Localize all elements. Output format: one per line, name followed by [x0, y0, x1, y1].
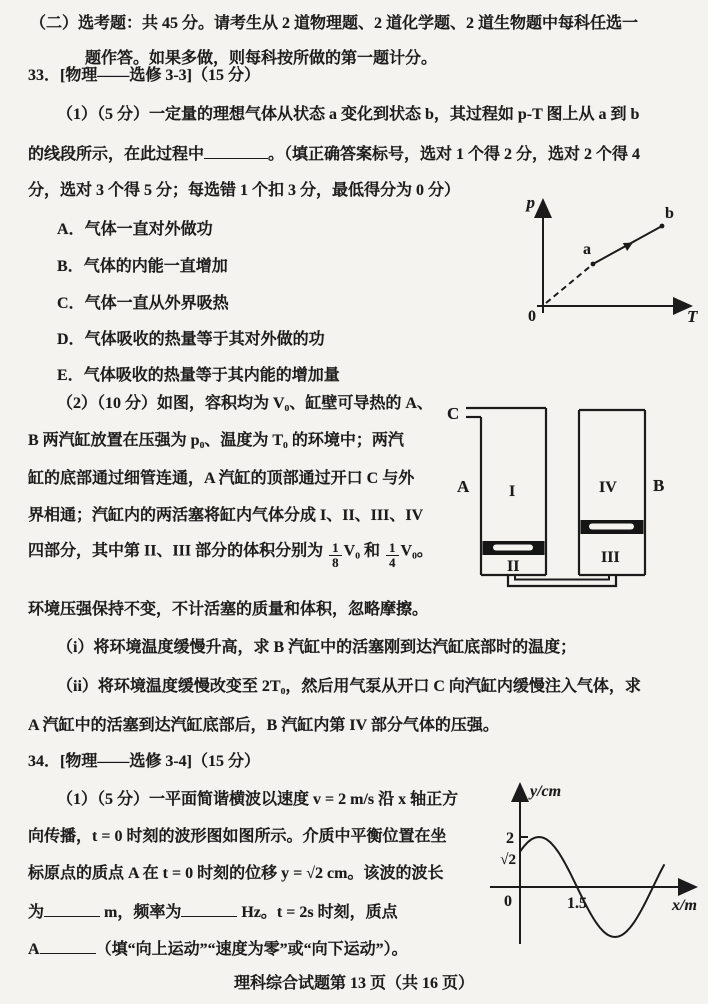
pt-graph — [505, 188, 705, 323]
fraction-denominator: 4 — [389, 554, 396, 570]
option-item-a — [57, 220, 213, 239]
q33-p2-line-5-mid: 和 — [364, 542, 381, 560]
q33-p2-line-5-post: 。 — [416, 542, 433, 560]
fraction-denominator: 8 — [332, 554, 339, 570]
answer-blank — [204, 143, 268, 159]
fraction-variable: V₀ — [343, 542, 360, 560]
answer-blank — [44, 901, 100, 917]
option-label: B． — [57, 258, 84, 275]
pt-point-b-label: b — [665, 205, 674, 222]
piston-b-slot — [589, 524, 634, 530]
option-text: 气体吸收的热量等于其内能的增加量 — [83, 367, 340, 384]
wave-tick-label-2: 2 — [506, 830, 514, 847]
wave-figure — [478, 772, 708, 959]
q33-p2-line-5-pre: 四部分，其中第 II、III 部分的体积分别为 — [28, 542, 324, 560]
pt-direction-arrow — [623, 239, 635, 251]
region-label-3: III — [601, 549, 620, 566]
wave-ylabel: y/cm — [530, 783, 562, 800]
cylinder-label-a: A — [457, 477, 470, 496]
intro-line-2: 题作答。如果多做，则每科按所做的第一题计分。 — [85, 50, 438, 67]
q33-p1-line-2 — [28, 143, 640, 164]
q33-p2-line-3: 缸的底部通过细管连通，A 汽缸的顶部通过开口 C 与外 — [28, 470, 415, 487]
q33-p1-line-1: （1）（5 分）一定量的理想气体从状态 a 变化到状态 b，其过程如 p-T 图上从 a 到 b — [57, 106, 640, 123]
cylinder-label-b: B — [653, 476, 665, 495]
q33-p2-line-2: B 两汽缸放置在压强为 p₀、温度为 T₀ 的环境中；两汽 — [28, 432, 404, 449]
wave-origin-label: 0 — [504, 893, 512, 910]
option-item-b — [57, 257, 228, 276]
q34-p1-line-1: （1）（5 分）一平面简谐横波以速度 v = 2 m/s 沿 x 轴正方 — [57, 791, 459, 808]
q33-p2-line-6: 环境压强保持不变，不计活塞的质量和体积，忽略摩擦。 — [28, 601, 429, 618]
q33-p1-line-2-pre: 的线段所示，在此过程中 — [28, 146, 205, 164]
page-footer: 理科综合试题第 13 页（共 16 页） — [233, 975, 474, 992]
option-label: A． — [57, 221, 85, 238]
pt-dashed-segment — [546, 264, 593, 303]
q33-p2-line-5 — [28, 541, 433, 569]
region-label-2: II — [507, 558, 520, 575]
question-33-heading: 33．[物理——选修 3-3]（15 分） — [28, 67, 260, 84]
q33-subquestion-ii-line-1: （ii）将环境温度缓慢改变至 2T₀，然后用气泵从开口 C 向汽缸内缓慢注入气体，求 — [57, 678, 641, 695]
fraction-numerator: 1 — [386, 541, 399, 556]
fraction-variable: V₀ — [400, 542, 417, 560]
option-item-e — [57, 366, 340, 385]
q34-p1-line-2: 向传播，t = 0 时刻的波形图如图所示。介质中平衡位置在坐 — [28, 828, 447, 845]
q34-p1-line-4 — [28, 901, 398, 922]
q34-p1-line-5 — [28, 938, 408, 959]
piston-a-slot — [493, 545, 533, 551]
answer-blank — [181, 901, 237, 917]
pt-point-a-label: a — [583, 241, 591, 258]
option-label: D． — [57, 331, 85, 348]
cylinder-diagram — [443, 392, 708, 594]
wave-tick-label-1-5: 1.5 — [567, 895, 587, 912]
q33-p2-line-1: （2）（10 分）如图，容积均为 V₀、缸壁可导热的 A、 — [57, 395, 433, 412]
q33-p1-line-3: 分，选对 3 个得 5 分；每选错 1 个扣 3 分，最低得分为 0 分） — [28, 182, 461, 199]
answer-blank — [40, 938, 96, 954]
option-item-d — [57, 330, 325, 349]
pt-figure — [505, 188, 705, 328]
q34-l4-pre: 为 — [28, 904, 45, 922]
question-34-heading: 34．[物理——选修 3-4]（15 分） — [28, 753, 260, 770]
q33-subquestion-ii-line-2: A 汽缸中的活塞到达汽缸底部后，B 汽缸内第 IV 部分气体的压强。 — [28, 717, 499, 734]
pt-point-b — [660, 224, 665, 229]
q33-p1-line-2-post: 。（填正确答案标号，选对 1 个得 2 分，选对 2 个得 4 — [268, 146, 641, 164]
option-label: E． — [57, 367, 84, 384]
wave-xlabel: x/m — [672, 897, 697, 914]
q33-p2-line-4: 界相通；汽缸内的两活塞将缸内气体分成 I、II、III、IV — [28, 507, 424, 524]
wave-tick-label-sqrt2: √2 — [500, 852, 516, 868]
pt-p-label: p — [526, 193, 535, 212]
fraction-numerator: 1 — [329, 541, 342, 556]
cylinder-label-c: C — [447, 404, 460, 423]
q34-p1-line-3: 标原点的质点 A 在 t = 0 时刻的位移 y = √2 cm。该波的波长 — [28, 865, 444, 882]
q34-l4-mid: m，频率为 — [100, 904, 182, 922]
option-text: 气体一直从外界吸热 — [84, 295, 229, 312]
pt-point-a — [591, 262, 596, 267]
cylinder-figure — [443, 392, 708, 599]
option-label: C． — [57, 295, 85, 312]
pt-t-label: T — [687, 307, 698, 323]
region-label-4: IV — [599, 479, 617, 496]
option-text: 气体吸收的热量等于其对外做的功 — [84, 331, 325, 348]
q34-l4-post: Hz。t = 2s 时刻，质点 — [237, 904, 398, 922]
fraction-one-eighth — [329, 541, 342, 569]
pt-origin-label: 0 — [528, 308, 536, 323]
region-label-1: I — [509, 483, 516, 500]
intro-line-1: （二）选考题：共 45 分。请考生从 2 道物理题、2 道化学题、2 道生物题中每科任选一 — [30, 15, 639, 32]
option-text: 气体一直对外做功 — [84, 221, 213, 238]
q33-subquestion-i: （i）将环境温度缓慢升高，求 B 汽缸中的活塞刚到达汽缸底部时的温度； — [57, 639, 577, 656]
wave-graph — [478, 772, 708, 954]
q34-l5-pre: A — [28, 941, 40, 959]
q34-l5-post: （填“向上运动”“速度为零”或“向下运动”）。 — [95, 941, 408, 959]
option-item-c — [57, 294, 229, 313]
option-text: 气体的内能一直增加 — [83, 258, 228, 275]
fraction-one-quarter — [386, 541, 399, 569]
